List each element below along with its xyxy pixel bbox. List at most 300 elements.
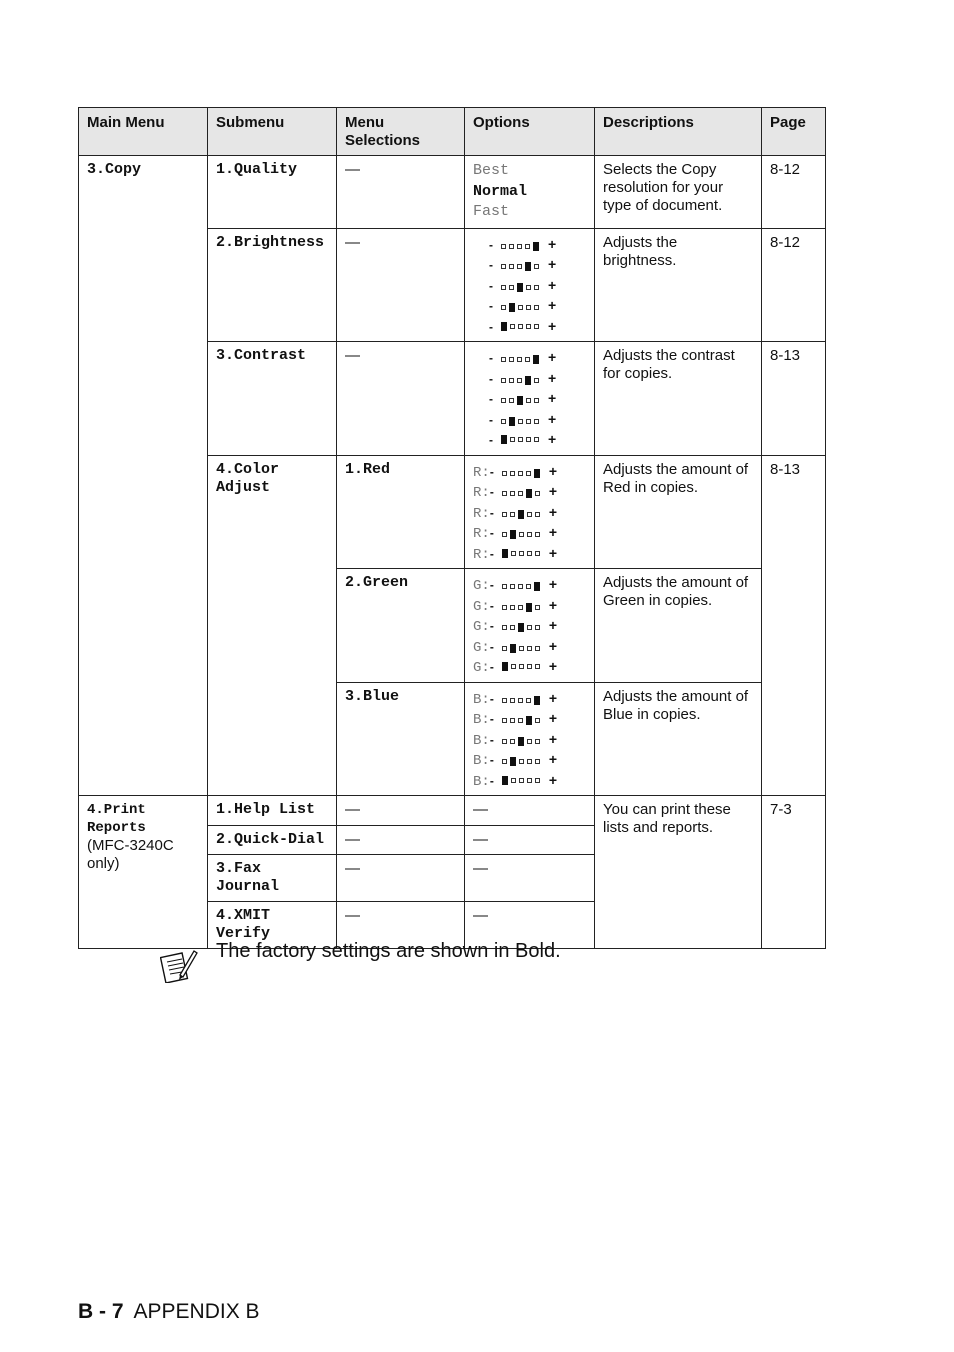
desc-brightness: Adjusts the brightness. (595, 228, 762, 342)
level-prefix: B: (473, 712, 490, 728)
level-option (489, 347, 586, 368)
minus-icon: - (489, 619, 494, 633)
submenu-help-list: 1.Help List (208, 796, 337, 826)
plus-icon: + (548, 689, 557, 706)
level-prefix: G: (473, 660, 490, 676)
level-step (510, 324, 515, 329)
minus-icon: - (489, 237, 493, 252)
level-bar (502, 530, 543, 539)
selection-quick-dial: — (337, 826, 465, 855)
plus-icon: + (548, 276, 557, 293)
level-step (535, 759, 540, 764)
selection-blue: 3.Blue (337, 682, 465, 796)
selection-help-list: — (337, 796, 465, 826)
level-bar (502, 582, 543, 591)
level-step (510, 491, 515, 496)
plus-icon: + (548, 369, 557, 386)
level-step (518, 605, 523, 610)
level-step (525, 244, 530, 249)
level-step (526, 584, 531, 589)
minus-icon: - (489, 639, 494, 654)
level-step (534, 264, 539, 269)
level-marker (502, 549, 508, 558)
level-prefix: B: (473, 753, 490, 769)
plus-icon: + (548, 658, 557, 674)
level-option (473, 688, 586, 709)
selection-xmit-verify: — (337, 902, 465, 949)
level-marker (501, 435, 507, 444)
main-menu-copy: 3.Copy (79, 156, 208, 796)
minus-icon: - (489, 712, 494, 726)
level-bar (502, 623, 543, 632)
level-bar (501, 242, 542, 251)
selection-quality: — (337, 156, 465, 229)
level-step (534, 285, 539, 290)
plus-icon: + (548, 596, 557, 613)
level-step (501, 357, 506, 362)
page-print-reports: 7-3 (762, 796, 826, 949)
level-step (519, 778, 524, 783)
level-step (502, 512, 507, 517)
selection-red: 1.Red (337, 455, 465, 569)
level-option (473, 636, 586, 657)
level-step (527, 778, 532, 783)
plus-icon: + (548, 410, 557, 427)
page-contrast: 8-13 (762, 342, 826, 456)
minus-icon: - (489, 526, 494, 540)
level-marker (533, 355, 539, 364)
level-step (510, 698, 515, 703)
header-options: Options (465, 108, 595, 156)
page-color-adjust: 8-13 (762, 455, 826, 796)
plus-icon: + (548, 710, 557, 726)
level-step (526, 398, 531, 403)
note-text: The factory settings are shown in Bold. (216, 940, 561, 962)
page-quality: 8-12 (762, 156, 826, 229)
level-step (510, 625, 515, 630)
level-step (535, 532, 540, 537)
level-step (519, 532, 524, 537)
level-prefix: G: (473, 619, 490, 635)
desc-contrast: Adjusts the contrast for copies. (595, 342, 762, 456)
level-option (473, 595, 586, 616)
level-bar (501, 303, 542, 312)
submenu-xmit-verify: 4.XMIT Verify (208, 902, 337, 949)
level-option (489, 316, 586, 337)
plus-icon: + (548, 235, 557, 252)
level-step (509, 398, 514, 403)
minus-icon: - (489, 578, 494, 592)
level-step (517, 378, 522, 383)
level-marker (510, 644, 516, 653)
level-step (526, 698, 531, 703)
level-step (534, 437, 539, 442)
level-option (489, 388, 586, 409)
plus-icon: + (548, 317, 557, 334)
level-prefix: G: (473, 639, 490, 656)
level-bar (502, 757, 543, 766)
minus-icon: - (489, 485, 494, 499)
level-step (535, 739, 540, 744)
level-step (518, 324, 523, 329)
level-bar (502, 489, 543, 498)
main-menu-print-label: 4.Print Reports (87, 802, 146, 836)
level-prefix: B: (473, 732, 490, 749)
level-marker (501, 322, 507, 331)
level-bar (501, 283, 542, 292)
selection-contrast: — (337, 342, 465, 456)
level-marker (526, 716, 532, 725)
level-marker (534, 696, 540, 705)
submenu-quality: 1.Quality (208, 156, 337, 229)
level-step (511, 664, 516, 669)
level-marker (534, 469, 540, 478)
level-step (535, 491, 540, 496)
level-step (510, 584, 515, 589)
level-option (489, 275, 586, 296)
level-marker (526, 603, 532, 612)
plus-icon: + (548, 771, 557, 788)
level-step (535, 605, 540, 610)
level-step (502, 471, 507, 476)
options-brightness (465, 228, 595, 342)
level-step (534, 419, 539, 424)
level-step (527, 512, 532, 517)
options-red (465, 455, 595, 569)
level-option (473, 656, 586, 677)
level-step (534, 398, 539, 403)
option-help-list: — (465, 796, 595, 826)
level-step (527, 532, 532, 537)
plus-icon: + (548, 256, 557, 272)
minus-icon: - (489, 371, 493, 386)
level-bar (501, 396, 542, 405)
selection-brightness: — (337, 228, 465, 342)
selection-fax-journal: — (337, 855, 465, 902)
level-option (473, 708, 586, 729)
level-step (519, 551, 524, 556)
level-option (473, 543, 586, 564)
level-step (535, 551, 540, 556)
level-step (526, 305, 531, 310)
level-step (535, 512, 540, 517)
selection-green: 2.Green (337, 569, 465, 683)
level-step (502, 698, 507, 703)
level-step (527, 551, 532, 556)
level-step (501, 264, 506, 269)
option-normal: Normal (473, 182, 528, 200)
level-marker (534, 582, 540, 591)
level-step (535, 625, 540, 630)
minus-icon: - (489, 258, 493, 272)
level-step (526, 471, 531, 476)
plus-icon: + (548, 390, 557, 406)
plus-icon: + (548, 730, 557, 747)
page-brightness: 8-12 (762, 228, 826, 342)
level-option (489, 429, 586, 450)
header-descriptions: Descriptions (595, 108, 762, 156)
level-step (502, 646, 507, 651)
level-step (501, 244, 506, 249)
option-fast: Fast (473, 203, 510, 220)
minus-icon: - (489, 464, 494, 479)
plus-icon: + (548, 297, 557, 313)
level-step (534, 378, 539, 383)
level-step (501, 398, 506, 403)
menu-table (78, 107, 826, 949)
plus-icon: + (548, 617, 557, 633)
level-prefix: R: (473, 526, 490, 542)
level-prefix: R: (473, 505, 490, 522)
level-step (510, 437, 515, 442)
level-step (527, 625, 532, 630)
minus-icon: - (489, 392, 493, 406)
level-marker (518, 737, 524, 746)
level-step (518, 698, 523, 703)
options-green (465, 569, 595, 683)
level-bar (502, 549, 543, 558)
option-fax-journal: — (465, 855, 595, 902)
level-step (535, 778, 540, 783)
level-step (501, 305, 506, 310)
level-option (473, 729, 586, 750)
option-best: Best (473, 162, 510, 179)
main-menu-print-model: (MFC-3240C only) (87, 837, 174, 872)
level-marker (526, 489, 532, 498)
level-step (511, 551, 516, 556)
minus-icon: - (489, 691, 494, 706)
level-step (527, 739, 532, 744)
level-marker (510, 530, 516, 539)
level-marker (533, 242, 539, 251)
level-option (489, 295, 586, 316)
submenu-color-adjust: 4.Color Adjust (208, 455, 337, 796)
minus-icon: - (489, 660, 494, 674)
options-blue (465, 682, 595, 796)
minus-icon: - (489, 278, 493, 293)
level-bar (501, 417, 542, 426)
level-step (502, 584, 507, 589)
level-marker (518, 623, 524, 632)
level-step (510, 605, 515, 610)
level-bar (502, 510, 543, 519)
level-option (473, 522, 586, 543)
level-step (534, 305, 539, 310)
table-row (79, 796, 826, 826)
level-marker (525, 262, 531, 271)
level-step (517, 357, 522, 362)
level-step (526, 419, 531, 424)
submenu-brightness: 2.Brightness (208, 228, 337, 342)
level-prefix: G: (473, 578, 490, 594)
level-prefix: R: (473, 546, 490, 563)
header-main-menu: Main Menu (79, 108, 208, 156)
level-prefix: R: (473, 464, 490, 481)
plus-icon: + (548, 349, 557, 365)
plus-icon: + (548, 576, 557, 592)
header-row (79, 108, 826, 156)
level-prefix: R: (473, 485, 490, 501)
minus-icon: - (489, 546, 494, 561)
level-option (473, 574, 586, 595)
level-step (518, 491, 523, 496)
level-step (519, 759, 524, 764)
plus-icon: + (548, 483, 557, 499)
level-prefix: G: (473, 598, 490, 615)
level-step (510, 512, 515, 517)
level-step (525, 357, 530, 362)
desc-quality: Selects the Copy resolution for your type of document. (595, 156, 762, 229)
level-step (517, 264, 522, 269)
level-step (502, 718, 507, 723)
level-marker (525, 376, 531, 385)
level-step (509, 264, 514, 269)
submenu-contrast: 3.Contrast (208, 342, 337, 456)
plus-icon: + (548, 751, 557, 767)
level-marker (510, 757, 516, 766)
level-step (519, 646, 524, 651)
header-submenu: Submenu (208, 108, 337, 156)
level-prefix: B: (473, 691, 490, 708)
level-step (518, 718, 523, 723)
level-marker (509, 303, 515, 312)
level-bar (502, 469, 543, 478)
level-bar (501, 355, 542, 364)
level-bar (502, 776, 543, 785)
minus-icon: - (489, 433, 493, 447)
level-bar (502, 737, 543, 746)
level-bar (502, 662, 543, 671)
minus-icon: - (489, 412, 493, 427)
level-step (511, 778, 516, 783)
level-step (518, 305, 523, 310)
minus-icon: - (489, 598, 494, 613)
minus-icon: - (489, 351, 493, 365)
minus-icon: - (489, 753, 494, 767)
minus-icon: - (489, 299, 493, 313)
desc-red: Adjusts the amount of Red in copies. (595, 455, 762, 569)
minus-icon: - (489, 732, 494, 747)
minus-icon: - (489, 505, 494, 520)
header-menu-selections: Menu Selections (337, 108, 465, 156)
level-step (518, 471, 523, 476)
desc-green: Adjusts the amount of Green in copies. (595, 569, 762, 683)
level-bar (502, 603, 543, 612)
level-option (489, 234, 586, 255)
level-option (473, 461, 586, 482)
plus-icon: + (548, 524, 557, 540)
option-xmit-verify: — (465, 902, 595, 949)
level-marker (509, 417, 515, 426)
level-step (526, 285, 531, 290)
level-step (535, 646, 540, 651)
level-step (509, 285, 514, 290)
level-step (535, 718, 540, 723)
level-bar (502, 644, 543, 653)
level-bar (501, 262, 542, 271)
plus-icon: + (548, 544, 557, 561)
level-step (527, 664, 532, 669)
level-step (502, 491, 507, 496)
level-step (502, 759, 507, 764)
level-step (518, 437, 523, 442)
minus-icon: - (489, 319, 493, 334)
option-quick-dial: — (465, 826, 595, 855)
level-option (473, 502, 586, 523)
level-option (473, 770, 586, 791)
level-step (535, 664, 540, 669)
main-menu-print-reports (79, 796, 208, 949)
options-quality (465, 156, 595, 229)
submenu-fax-journal: 3.Fax Journal (208, 855, 337, 902)
level-step (509, 244, 514, 249)
level-option (489, 368, 586, 389)
plus-icon: + (548, 637, 557, 654)
level-bar (501, 322, 542, 331)
level-option (489, 409, 586, 430)
level-prefix: B: (473, 773, 490, 790)
level-step (502, 532, 507, 537)
level-bar (502, 716, 543, 725)
plus-icon: + (548, 503, 557, 520)
page-footer (78, 1300, 260, 1324)
level-option (489, 254, 586, 275)
level-step (502, 739, 507, 744)
plus-icon: + (548, 431, 557, 447)
level-step (519, 664, 524, 669)
desc-print-reports: You can print these lists and reports. (595, 796, 762, 949)
level-marker (518, 510, 524, 519)
level-step (527, 759, 532, 764)
level-step (510, 471, 515, 476)
level-step (526, 437, 531, 442)
level-step (518, 419, 523, 424)
level-step (526, 324, 531, 329)
minus-icon: - (489, 773, 494, 788)
level-option (473, 749, 586, 770)
level-step (510, 739, 515, 744)
level-step (501, 285, 506, 290)
level-option (473, 615, 586, 636)
level-bar (501, 435, 542, 444)
level-marker (517, 283, 523, 292)
level-step (534, 324, 539, 329)
options-contrast (465, 342, 595, 456)
level-step (501, 419, 506, 424)
level-bar (502, 696, 543, 705)
table-row (79, 156, 826, 229)
level-marker (517, 396, 523, 405)
plus-icon: + (548, 462, 557, 479)
level-step (510, 718, 515, 723)
level-step (527, 646, 532, 651)
level-step (509, 378, 514, 383)
level-step (501, 378, 506, 383)
submenu-quick-dial: 2.Quick-Dial (208, 826, 337, 855)
note-pencil-icon (160, 945, 198, 983)
section-title: APPENDIX B (133, 1300, 260, 1323)
level-step (502, 625, 507, 630)
level-step (518, 584, 523, 589)
level-bar (501, 376, 542, 385)
desc-blue: Adjusts the amount of Blue in copies. (595, 682, 762, 796)
level-step (502, 605, 507, 610)
header-page: Page (762, 108, 826, 156)
level-step (517, 244, 522, 249)
level-option (473, 481, 586, 502)
level-marker (502, 662, 508, 671)
level-marker (502, 776, 508, 785)
